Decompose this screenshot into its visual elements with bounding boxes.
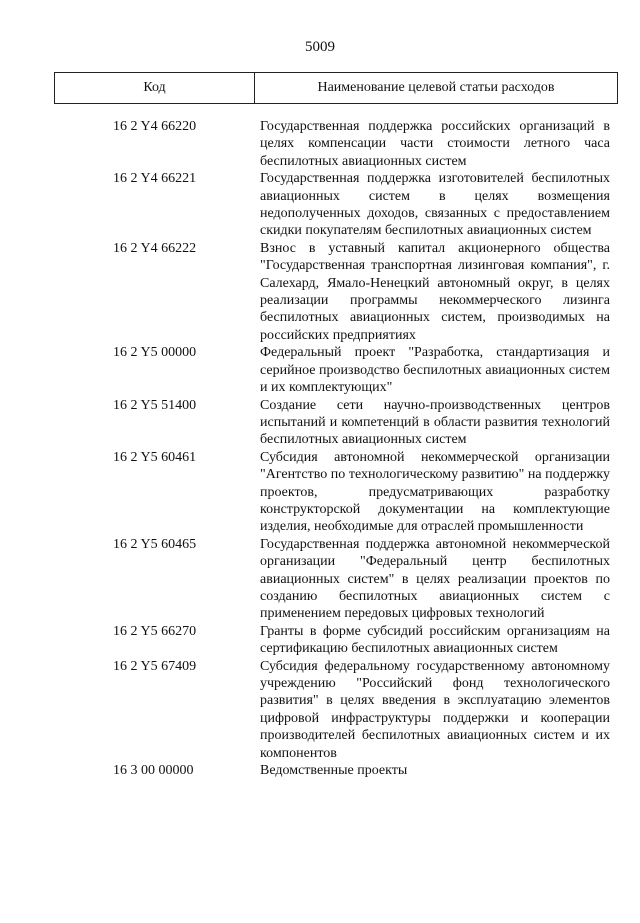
- header-name: Наименование целевой статьи расходов: [317, 80, 555, 95]
- page-number: 5009: [305, 39, 335, 55]
- row-code: 16 2 Y4 66220: [113, 119, 197, 134]
- row-name: Взнос в уставный капитал акционерного общества "Государственная транспортная лизинговая компания", г. Салехард, Ямало-Ненецкий автономный округ, в целях реализации программы некоммерческого лизинга беспилотных авиационных систем, производимых на российских предприятиях: [260, 240, 610, 343]
- row-code: 16 2 Y5 66270: [113, 623, 197, 639]
- row-code: 16 2 Y5 67409: [113, 658, 197, 674]
- row-name: Государственная поддержка автономной некоммерческой организации "Федеральный центр беспилотных авиационных систем" в целях реализации проектов по созданию беспилотных авиационных систем с применением передовых цифровых технологий: [260, 536, 610, 622]
- row-name: Субсидия федеральному государственному автономному учреждению "Российский фонд технологического развития" в целях введения в эксплуатацию элементов цифровой инфраструктуры поддержки и кооперации производителей беспилотных авиационных систем и их компонентов: [260, 658, 610, 761]
- row-name: Ведомственные проекты: [260, 763, 408, 779]
- table-row: [0, 170, 640, 240]
- header-code: Код: [55, 73, 255, 103]
- row-code: 16 2 Y5 51400: [113, 397, 197, 413]
- row-name: Субсидия автономной некоммерческой организации "Агентство по технологическому развитию" на поддержку проектов, предусматривающих разработку конструкторской документации на комплектующие изделия, необходимые для отраслей промышленности: [260, 449, 610, 535]
- row-name: Федеральный проект "Разработка, стандартизация и серийное производство беспилотных авиационных систем и их комплектующих": [260, 345, 610, 396]
- table-header: [54, 72, 618, 104]
- row-code: 16 2 Y5 60461: [113, 449, 197, 465]
- row-code: 16 2 Y5 60465: [113, 536, 197, 552]
- table-row: [0, 623, 640, 658]
- row-code: 16 2 Y4 66222: [113, 240, 197, 256]
- row-code: 16 2 Y4 66221: [113, 171, 197, 187]
- row-code: 16 2 Y5 00000: [113, 345, 197, 361]
- row-name: Создание сети научно-производственных центров испытаний и компетенций в области развития технологий беспилотных авиационных систем: [260, 397, 610, 448]
- table-body: [0, 118, 640, 779]
- table-row: [0, 658, 640, 762]
- table-row: [0, 118, 640, 170]
- row-name: Государственная поддержка российских организаций в целях компенсации части стоимости летного часа беспилотных авиационных систем: [260, 119, 610, 169]
- table-row: [0, 240, 640, 344]
- table-row: [0, 762, 640, 779]
- row-name: Гранты в форме субсидий российским организациям на сертификацию беспилотных авиационных систем: [260, 623, 610, 657]
- table-row: [0, 536, 640, 623]
- table-row: [0, 344, 640, 396]
- row-code: 16 3 00 00000: [113, 763, 194, 779]
- table-row: [0, 397, 640, 449]
- row-name: Государственная поддержка изготовителей беспилотных авиационных систем в целях возмещения недополученных доходов, связанных с предоставлением скидки покупателям беспилотных авиационных систем: [260, 171, 610, 239]
- table-row: [0, 449, 640, 536]
